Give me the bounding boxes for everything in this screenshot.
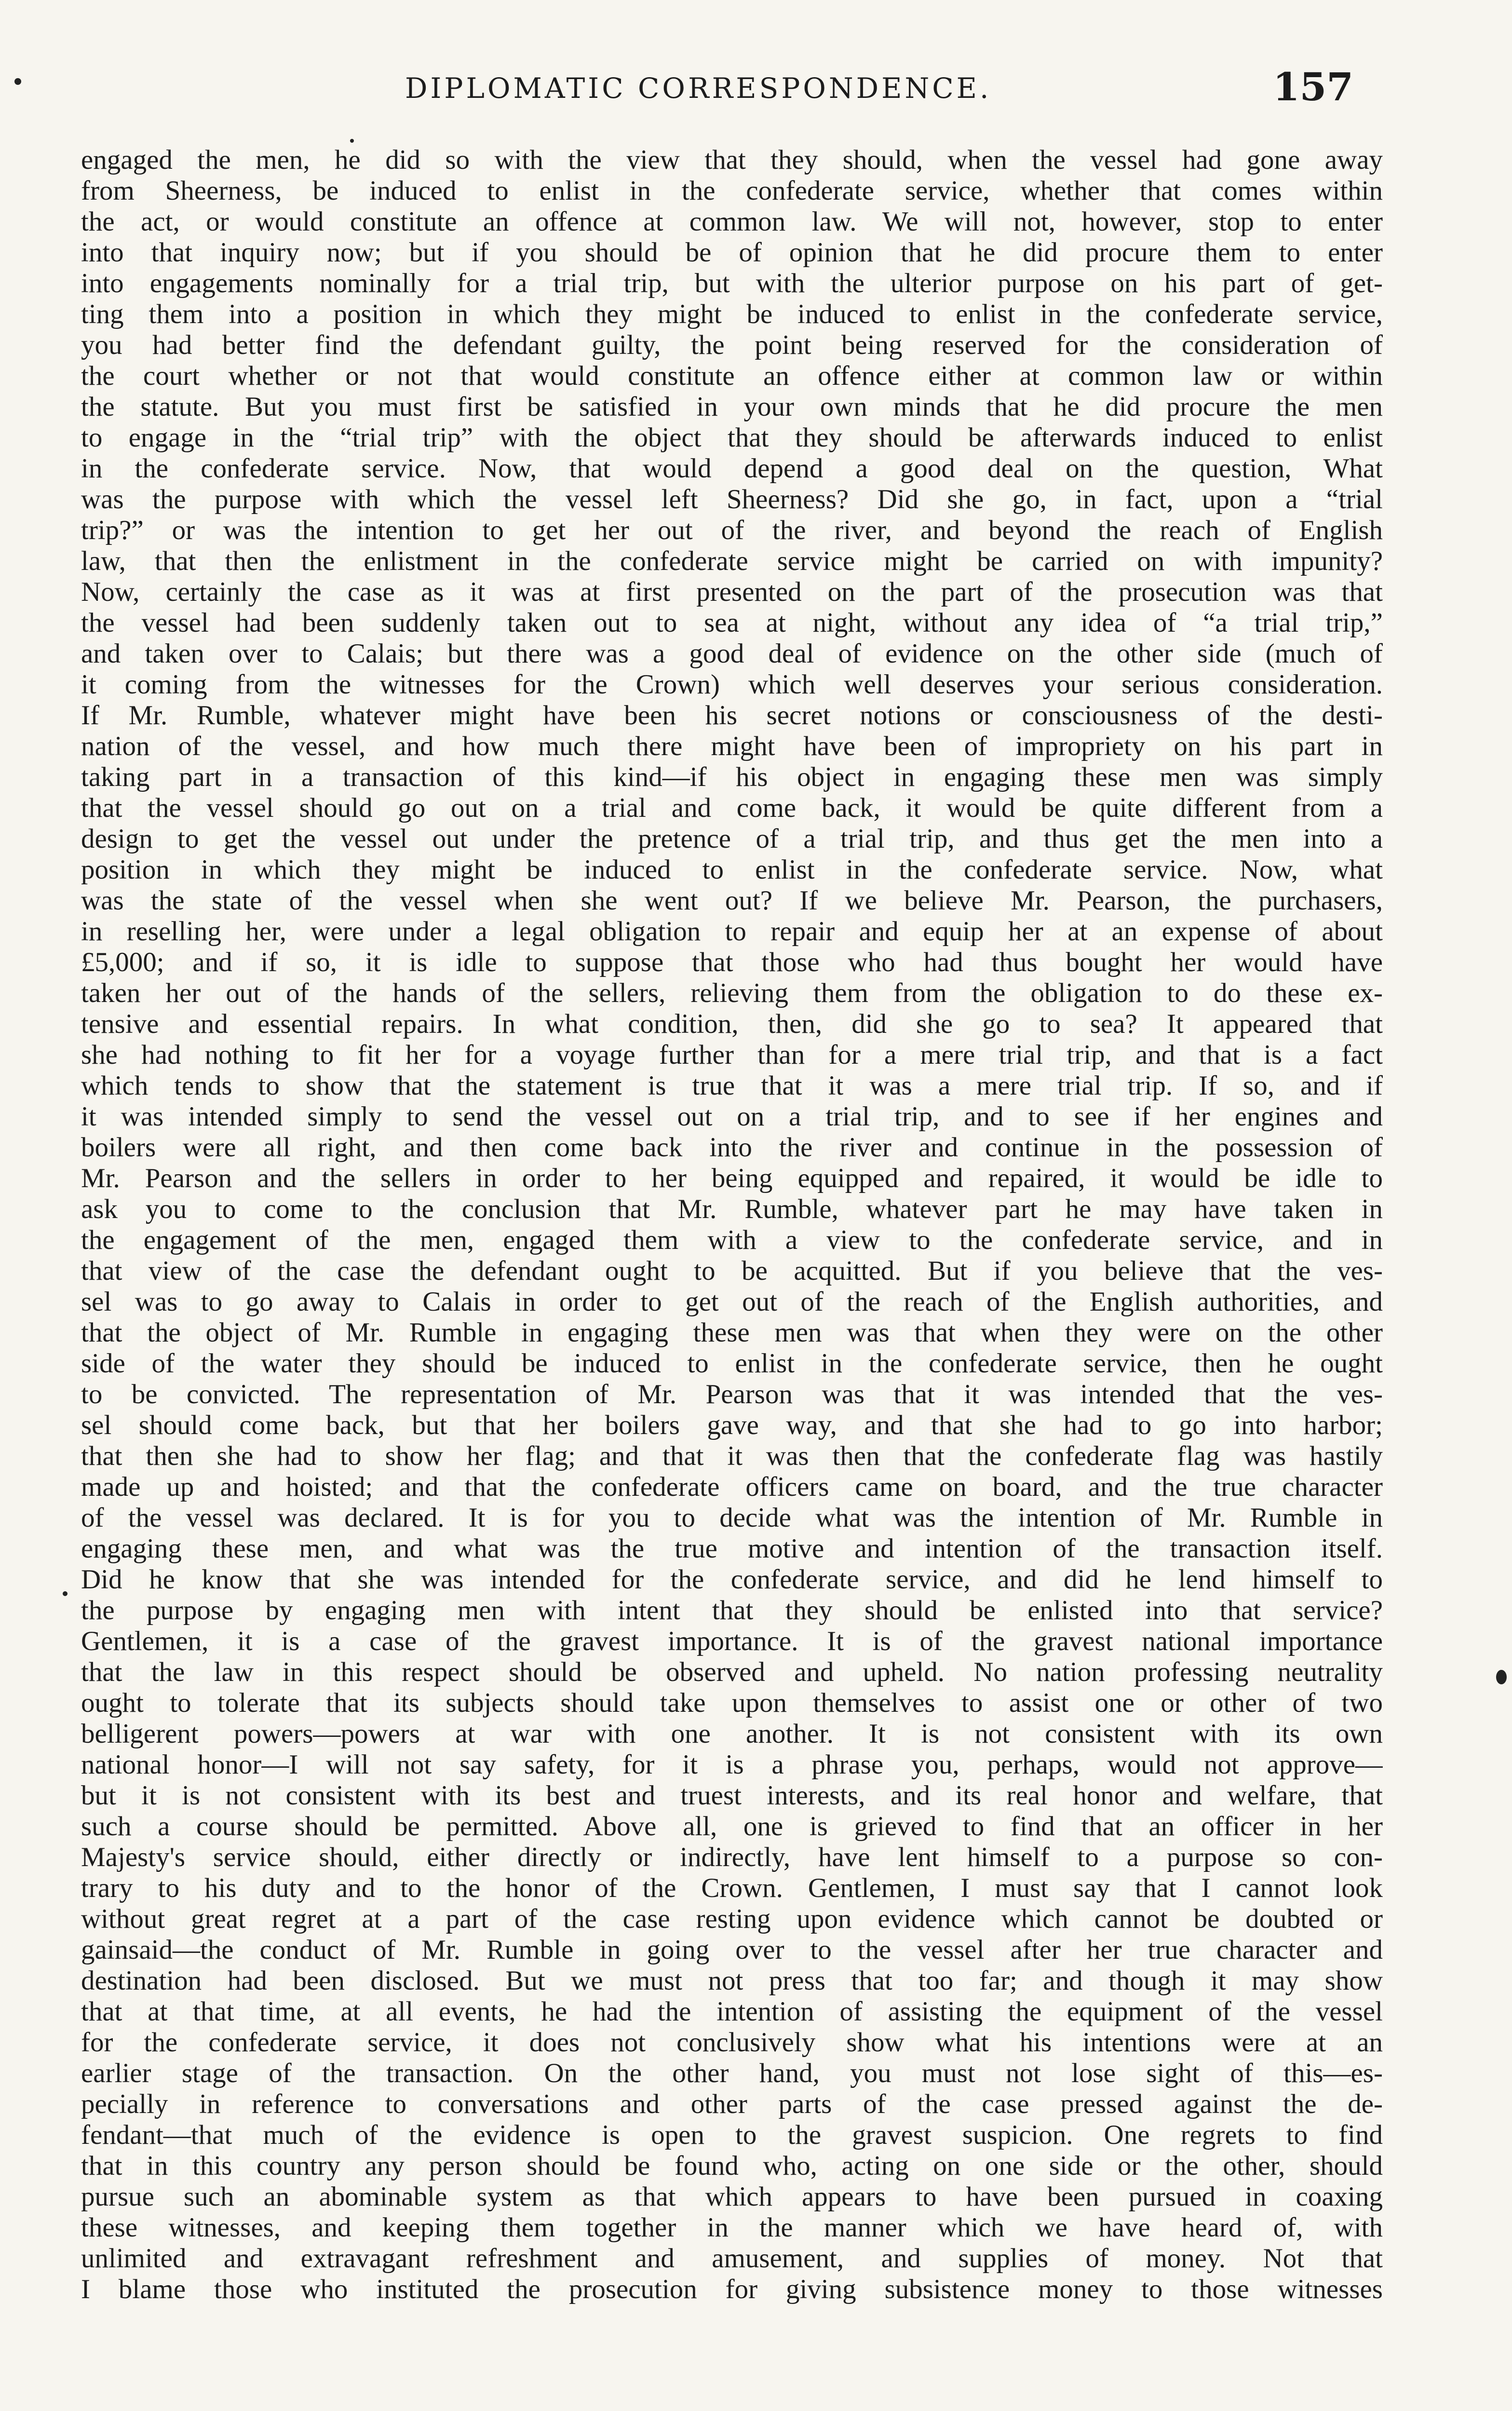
text-line: trip?” or was the intention to get her out of the river, and beyond the reach of English bbox=[81, 515, 1383, 545]
text-line: that the vessel should go out on a trial and come back, it would be quite different from a bbox=[81, 793, 1383, 823]
text-line: such a course should be permitted. Above all, one is grieved to find that an officer in her bbox=[81, 1811, 1383, 1842]
text-line: side of the water they should be induced to enlist in the confederate service, then he ought bbox=[81, 1348, 1383, 1379]
text-line: unlimited and extravagant refreshment and amusement, and supplies of money. Not that bbox=[81, 2243, 1383, 2274]
text-line: pecially in reference to conversations and other parts of the case pressed against the de- bbox=[81, 2089, 1383, 2119]
text-line: into engagements nominally for a trial trip, but with the ulterior purpose on his part of get- bbox=[81, 268, 1383, 298]
text-line: in reselling her, were under a legal obligation to repair and equip her at an expense of about bbox=[81, 916, 1383, 947]
print-speck bbox=[1496, 1670, 1507, 1684]
text-line: that then she had to show her flag; and that it was then that the confederate flag was hastily bbox=[81, 1441, 1383, 1471]
text-line: sel should come back, but that her boilers gave way, and that she had to go into harbor; bbox=[81, 1410, 1383, 1440]
text-line: Mr. Pearson and the sellers in order to her being equipped and repaired, it would be idle to bbox=[81, 1163, 1383, 1193]
text-line: it was intended simply to send the vessel out on a trial trip, and to see if her engines and bbox=[81, 1101, 1383, 1132]
text-line: sel was to go away to Calais in order to get out of the reach of the English authorities, and bbox=[81, 1287, 1383, 1317]
text-line: boilers were all right, and then come back into the river and continue in the possession of bbox=[81, 1132, 1383, 1163]
text-line: If Mr. Rumble, whatever might have been his secret notions or consciousness of the desti- bbox=[81, 700, 1383, 731]
text-line: but it is not consistent with its best and truest interests, and its real honor and welfare, that bbox=[81, 1780, 1383, 1811]
text-line: in the confederate service. Now, that would depend a good deal on the question, What bbox=[81, 453, 1383, 484]
text-line: that at that time, at all events, he had the intention of assisting the equipment of the vessel bbox=[81, 1996, 1383, 2027]
text-line: ting them into a position in which they might be induced to enlist in the confederate service, bbox=[81, 299, 1383, 329]
text-line: that view of the case the defendant ought to be acquitted. But if you believe that the ves- bbox=[81, 1256, 1383, 1286]
text-line: engaged the men, he did so with the view that they should, when the vessel had gone away bbox=[81, 145, 1383, 175]
text-line: design to get the vessel out under the pretence of a trial trip, and thus get the men into a bbox=[81, 824, 1383, 854]
text-line: trary to his duty and to the honor of the Crown. Gentlemen, I must say that I cannot look bbox=[81, 1873, 1383, 1903]
text-line: from Sheerness, be induced to enlist in the confederate service, whether that comes within bbox=[81, 176, 1383, 206]
text-line: national honor—I will not say safety, for it is a phrase you, perhaps, would not approve— bbox=[81, 1749, 1383, 1780]
text-line: that the law in this respect should be observed and upheld. No nation professing neutrality bbox=[81, 1657, 1383, 1687]
text-line: Did he know that she was intended for the confederate service, and did he lend himself to bbox=[81, 1564, 1383, 1595]
text-line: nation of the vessel, and how much there might have been of impropriety on his part in bbox=[81, 731, 1383, 761]
text-line: tensive and essential repairs. In what condition, then, did she go to sea? It appeared that bbox=[81, 1009, 1383, 1039]
text-line: and taken over to Calais; but there was a good deal of evidence on the other side (much of bbox=[81, 638, 1383, 669]
text-line: without great regret at a part of the case resting upon evidence which cannot be doubted or bbox=[81, 1904, 1383, 1934]
text-line: which tends to show that the statement is true that it was a mere trial trip. If so, and if bbox=[81, 1070, 1383, 1101]
text-line: fendant—that much of the evidence is open to the gravest suspicion. One regrets to find bbox=[81, 2120, 1383, 2150]
text-line: pursue such an abominable system as that which appears to have been pursued in coaxing bbox=[81, 2181, 1383, 2212]
text-line: the statute. But you must first be satisfied in your own minds that he did procure the men bbox=[81, 392, 1383, 422]
text-line: these witnesses, and keeping them together in the manner which we have heard of, with bbox=[81, 2212, 1383, 2243]
text-line: earlier stage of the transaction. On the other hand, you must not lose sight of this—es- bbox=[81, 2058, 1383, 2088]
text-line: into that inquiry now; but if you should be of opinion that he did procure them to enter bbox=[81, 237, 1383, 268]
text-line: position in which they might be induced to enlist in the confederate service. Now, what bbox=[81, 854, 1383, 885]
print-speck bbox=[14, 78, 21, 85]
print-speck bbox=[63, 1591, 68, 1596]
text-line: I blame those who instituted the prosecution for giving subsistence money to those witnesses bbox=[81, 2274, 1383, 2304]
text-line: that the object of Mr. Rumble in engaging these men was that when they were on the other bbox=[81, 1317, 1383, 1348]
text-line: £5,000; and if so, it is idle to suppose that those who had thus bought her would have bbox=[81, 947, 1383, 977]
text-line: she had nothing to fit her for a voyage further than for a mere trial trip, and that is a fact bbox=[81, 1040, 1383, 1070]
text-line: gainsaid—the conduct of Mr. Rumble in going over to the vessel after her true character and bbox=[81, 1935, 1383, 1965]
text-line: was the purpose with which the vessel left Sheerness? Did she go, in fact, upon a “trial bbox=[81, 484, 1383, 515]
text-line: belligerent powers—powers at war with one another. It is not consistent with its own bbox=[81, 1719, 1383, 1749]
text-line: for the confederate service, it does not conclusively show what his intentions were at an bbox=[81, 2027, 1383, 2058]
text-line: it coming from the witnesses for the Crown) which well deserves your serious consideration. bbox=[81, 669, 1383, 700]
text-line: to be convicted. The representation of Mr. Pearson was that it was intended that the ves- bbox=[81, 1379, 1383, 1409]
text-line: taken her out of the hands of the sellers, relieving them from the obligation to do these ex- bbox=[81, 978, 1383, 1008]
page-number: 157 bbox=[1273, 64, 1353, 109]
text-line: was the state of the vessel when she went out? If we believe Mr. Pearson, the purchasers, bbox=[81, 885, 1383, 916]
text-line: destination had been disclosed. But we must not press that too far; and though it may show bbox=[81, 1965, 1383, 1996]
text-line: ask you to come to the conclusion that Mr. Rumble, whatever part he may have taken in bbox=[81, 1194, 1383, 1224]
text-line: engaging these men, and what was the true motive and intention of the transaction itself. bbox=[81, 1533, 1383, 1564]
text-line: you had better find the defendant guilty, the point being reserved for the consideration of bbox=[81, 330, 1383, 360]
text-line: Now, certainly the case as it was at first presented on the part of the prosecution was that bbox=[81, 577, 1383, 607]
text-line: the court whether or not that would constitute an offence either at common law or within bbox=[81, 361, 1383, 391]
text-line: of the vessel was declared. It is for you to decide what was the intention of Mr. Rumble in bbox=[81, 1503, 1383, 1533]
body-text bbox=[81, 145, 1383, 2305]
running-head bbox=[0, 64, 1379, 111]
text-line: Gentlemen, it is a case of the gravest importance. It is of the gravest national importance bbox=[81, 1626, 1383, 1656]
text-line: Majesty's service should, either directly or indirectly, have lent himself to a purpose so con- bbox=[81, 1842, 1383, 1872]
text-line: the engagement of the men, engaged them with a view to the confederate service, and in bbox=[81, 1225, 1383, 1255]
text-line: to engage in the “trial trip” with the object that they should be afterwards induced to enlist bbox=[81, 422, 1383, 453]
text-line: the act, or would constitute an offence at common law. We will not, however, stop to enter bbox=[81, 206, 1383, 237]
text-line: taking part in a transaction of this kind—if his object in engaging these men was simply bbox=[81, 762, 1383, 792]
text-line: that in this country any person should be found who, acting on one side or the other, should bbox=[81, 2151, 1383, 2181]
text-line: the purpose by engaging men with intent that they should be enlisted into that service? bbox=[81, 1595, 1383, 1625]
text-line: law, that then the enlistment in the confederate service might be carried on with impunity? bbox=[81, 546, 1383, 576]
text-line: the vessel had been suddenly taken out to sea at night, without any idea of “a trial trip,” bbox=[81, 608, 1383, 638]
text-line: ought to tolerate that its subjects should take upon themselves to assist one or other of two bbox=[81, 1688, 1383, 1718]
running-title: DIPLOMATIC CORRESPONDENCE. bbox=[405, 72, 992, 105]
print-speck bbox=[350, 139, 354, 143]
text-line: made up and hoisted; and that the confederate officers came on board, and the true character bbox=[81, 1472, 1383, 1502]
